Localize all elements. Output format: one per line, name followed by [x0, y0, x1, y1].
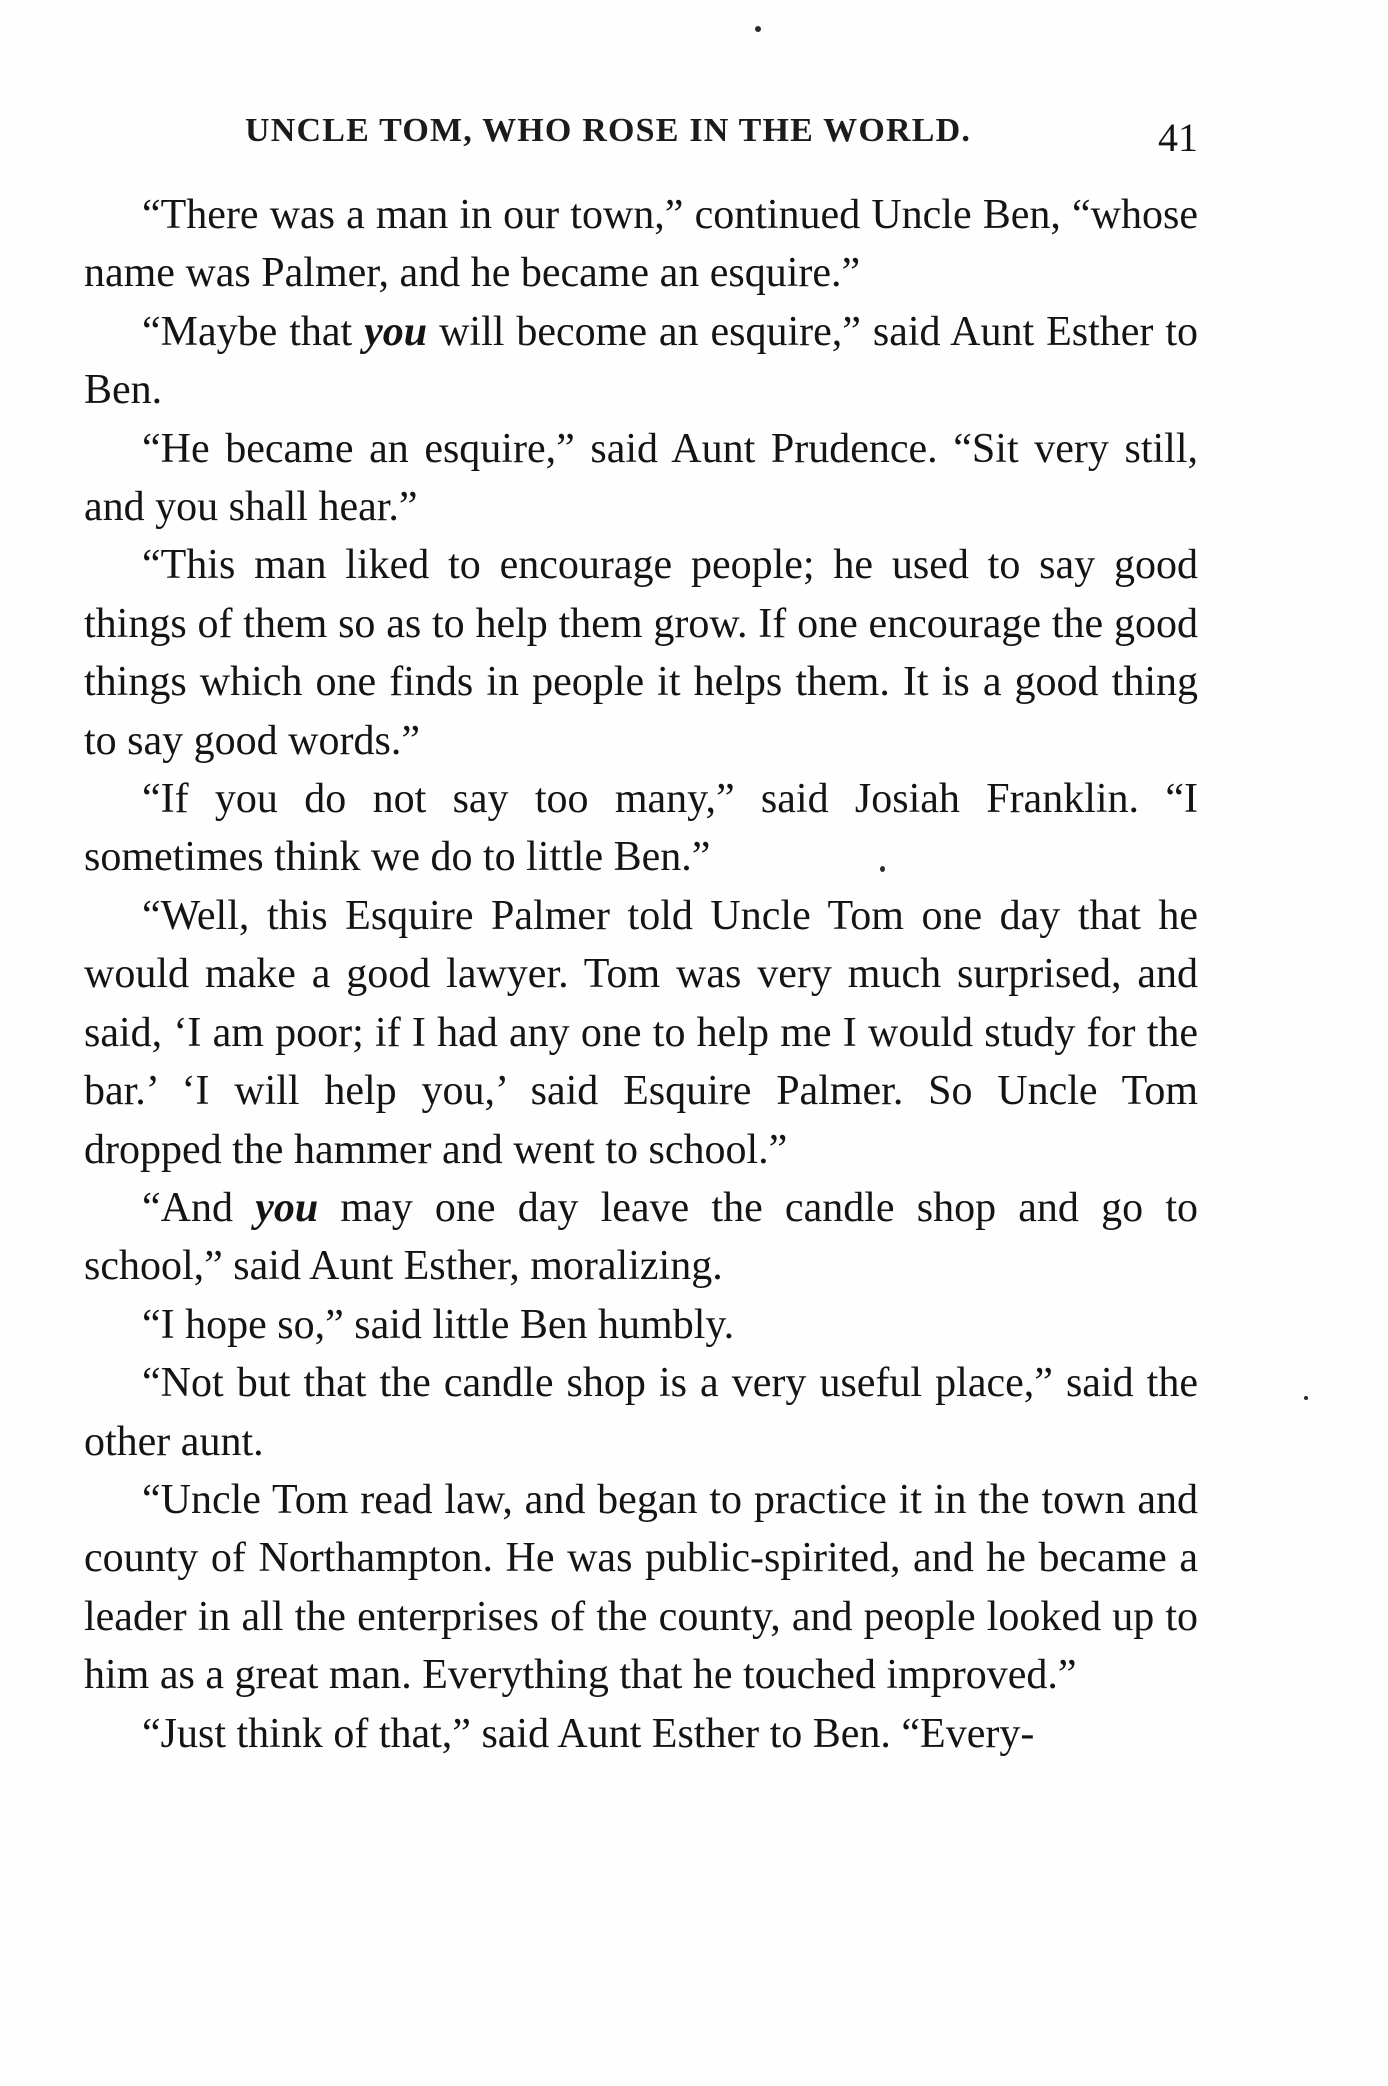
text-run: “Well, this Esquire Palmer told Uncle Tom one day that he would make a good lawyer. Tom was very much surprised, and said, ‘I am poor; if I had any one to help me I would study for the bar.’ ‘I will help you,’ said Esquire Palmer. So Uncle Tom dropped the hammer and went to school.”: [84, 892, 1198, 1173]
paragraph: [84, 1705, 1198, 1763]
text-run: “Just think of that,” said Aunt Esther to Ben. “Every-: [142, 1710, 1035, 1757]
text-run: “This man liked to encourage people; he used to say good things of them so as to help them grow. If one encourage the good things which one finds in people it helps them. It is a good thing to say good words.”: [84, 542, 1198, 764]
text-run: “He became an esquire,” said Aunt Prudence. “Sit very still, and you shall hear.”: [84, 425, 1198, 531]
italic-text: you: [255, 1184, 319, 1231]
text-run: “There was a man in our town,” continued Uncle Ben, “whose name was Palmer, and he became an esquire.”: [84, 192, 1198, 297]
italic-text: you: [364, 308, 428, 355]
paragraph: [84, 1471, 1198, 1705]
paragraph: [84, 536, 1198, 770]
print-speck: [880, 866, 885, 872]
running-title: UNCLE TOM, WHO ROSE IN THE WORLD.: [245, 112, 972, 149]
paragraph: [84, 1296, 1198, 1354]
text-run: “If you do not say too many,” said Josiah Franklin. “I sometimes think we do to little Ben.”: [84, 776, 1198, 881]
print-speck: [1304, 1396, 1308, 1400]
text-run: will become an esquire,” said Aunt Esther to Ben.: [84, 308, 1198, 414]
paragraph: [84, 420, 1198, 537]
paragraph: [84, 1179, 1198, 1296]
text-run: “Maybe that: [142, 308, 365, 355]
text-run: “Not but that the candle shop is a very useful place,” said the other aunt.: [84, 1360, 1198, 1465]
paragraph: [84, 770, 1198, 887]
paragraph: [84, 1354, 1198, 1471]
text-run: “Uncle Tom read law, and began to practice it in the town and county of Northampton. He was public-spirited, and he became a leader in all the enterprises of the county, and people looked up to him as a great man. Everything that he touched improved.”: [84, 1476, 1198, 1699]
paragraph: [84, 186, 1198, 303]
text-run: “And: [142, 1184, 256, 1231]
print-speck: [755, 26, 761, 32]
running-header: [84, 112, 1198, 160]
body-text: [84, 186, 1198, 1763]
text-run: “I hope so,” said little Ben humbly.: [142, 1301, 735, 1348]
paragraph: [84, 303, 1198, 420]
text-run: may one day leave the candle shop and go to school,” said Aunt Esther, moralizing.: [84, 1184, 1198, 1290]
page-number: 41: [1158, 115, 1198, 160]
paragraph: [84, 887, 1198, 1179]
